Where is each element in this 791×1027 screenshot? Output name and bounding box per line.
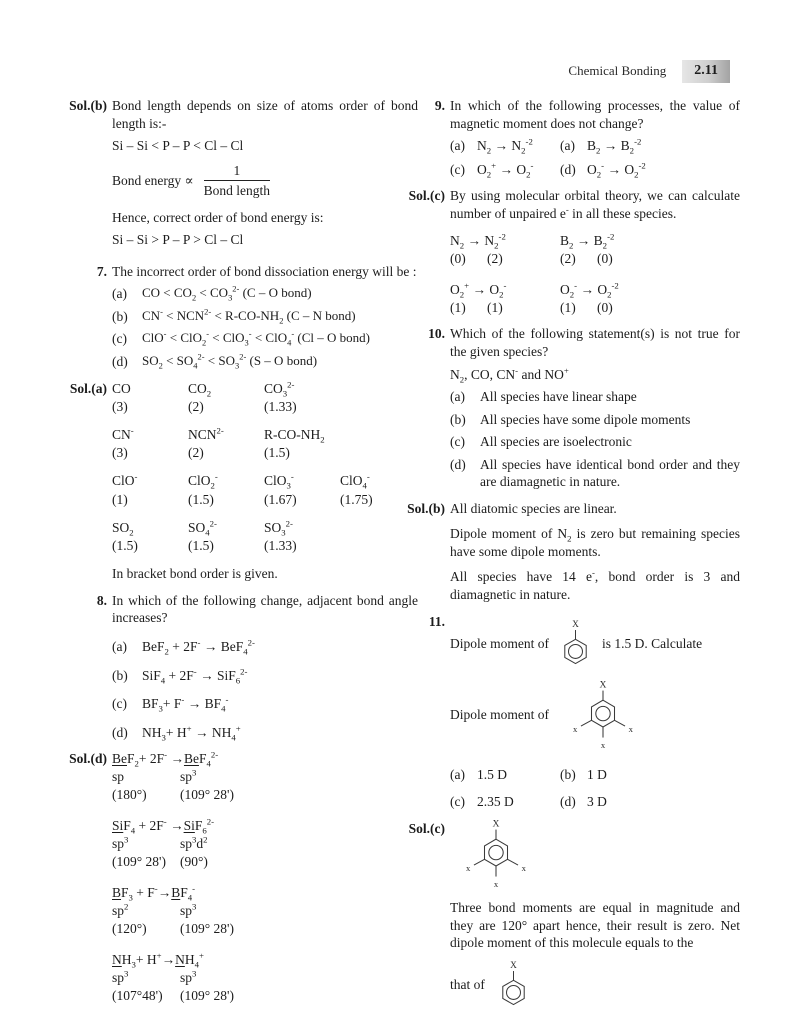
question-text: The incorrect order of bond dissociation energy will be :: [112, 263, 417, 279]
question-11: [406, 613, 740, 811]
option-row: (a) 1.5 D: [450, 766, 507, 782]
question-line-1: Dipole moment of X is 1.5 D. Calculate: [450, 617, 740, 671]
hybridization-row: $sp^3$ $sp^3d^2$: [112, 834, 208, 851]
fraction: [204, 162, 270, 200]
option-formula: BeF$_2$ + 2F- → BeF$_4^{2-}$: [142, 637, 255, 657]
svg-text:x: x: [466, 862, 471, 873]
unpaired-counts: (0) (2): [450, 250, 503, 266]
table-cell: ClO$_3$- (1.67): [264, 471, 297, 507]
bond-length-order: Si – Si < P – P < Cl – Cl: [112, 138, 244, 154]
question-text: In which of the following change, adjacent bond angle increases?: [112, 592, 418, 626]
table-cell: $SO_2$ (1.5): [112, 519, 138, 554]
page-number-badge: 2.11: [682, 60, 730, 83]
option-row: (a) $N_2 \to N_2^{-2}$: [450, 137, 560, 155]
svg-text:X: X: [572, 619, 579, 630]
option-label: (b): [112, 308, 128, 324]
option-row: (c) All species are isoelectronic: [450, 434, 632, 450]
option-row: (b) All species have some dipole moments: [450, 411, 691, 427]
question-number: 7.: [96, 263, 107, 279]
solution-b-block: [62, 97, 418, 254]
that-of-row: that of X: [450, 958, 740, 1012]
solution-c-dipole-block: [406, 820, 740, 1012]
option-row: [112, 724, 418, 742]
question-10: [406, 325, 740, 490]
table-cell: ClO$_2$- (1.5): [188, 471, 218, 507]
solution-text: Bond length depends on size of atoms order of bond length is:-: [112, 98, 418, 131]
option-formula: $O_2^- \to O_2^{-2}$: [587, 160, 646, 180]
angle-row: (109° 28') (90°): [112, 853, 208, 869]
table-cell: $CO_3^{2-}$ (1.33): [264, 379, 297, 414]
option-row: (c) 2.35 D: [450, 794, 514, 810]
hybridization-block: [112, 884, 418, 938]
table-row: [112, 519, 418, 555]
mo-pair: [450, 281, 560, 316]
option-formula: SiF$_4$ + 2F- → SiF$_6^{2-}$: [142, 666, 248, 686]
option-grid: [450, 766, 740, 811]
solution-structure: [450, 816, 740, 898]
option-formula: $N_2 \to N_2^{-2}$: [477, 136, 533, 156]
question-number: 10.: [428, 326, 445, 342]
solution-d-block: [62, 750, 418, 1018]
svg-text:X: X: [492, 818, 500, 830]
option-row: [112, 638, 418, 656]
table-cell: $R-CO-NH_2$ (1.5): [264, 427, 325, 461]
hybridization-block: [112, 817, 418, 871]
solution-text: All species have 14 e-, bond order is 3 and diamagnetic in nature.: [450, 567, 740, 603]
table-cell: ClO- (1): [112, 471, 138, 507]
solution-text: Dipole moment of $N_2$ is zero but remaining species have some dipole moments.: [450, 526, 740, 559]
page-header: [568, 60, 730, 83]
solution-label: Sol.(d): [69, 751, 107, 767]
unpaired-counts: (1) (1): [450, 299, 503, 315]
option-row: (a) $B_2 \to B_2^{-2}$: [560, 137, 740, 155]
solution-label: Sol.(b): [407, 500, 445, 516]
solution-c-mo-block: [406, 187, 740, 316]
option-row: (c) $O_2^+ \to O_2^-$: [450, 161, 560, 179]
solution-text: Three bond moments are equal in magnitude and they are 120° apart hence, their result is zero. Net dipole moment of this molecule equals to the: [450, 900, 740, 951]
fraction-denominator: Bond length: [203, 183, 271, 199]
option-label: (a): [112, 638, 127, 654]
option-row: [112, 308, 418, 326]
option-row: [112, 667, 418, 685]
question-7: [62, 263, 418, 371]
option-row: (a) All species have linear shape: [450, 389, 637, 405]
table-cell: CN- (3): [112, 425, 134, 461]
species-list: $N_2$, CO, CN- and NO+: [450, 365, 569, 385]
solution-text: Hence, correct order of bond energy is:: [112, 209, 324, 225]
hybridization-row: $sp^2$ $sp^3$: [112, 901, 197, 918]
mo-pair: [560, 281, 740, 316]
option-label: (d): [112, 354, 128, 370]
angle-row: (120°) (109° 28'): [112, 920, 234, 936]
table-row: [112, 472, 418, 508]
question-number: 11.: [428, 613, 445, 629]
mo-pair: [450, 232, 560, 267]
question-8: [62, 592, 418, 741]
equation: $O_2^+ \to O_2^-$: [450, 280, 507, 301]
option-formula: $NH_3+ H^+ \to NH_4^+$: [142, 723, 241, 743]
option-row: [112, 695, 418, 713]
solution-text: All diatomic species are linear.: [450, 500, 617, 516]
unpaired-counts: (1) (0): [560, 299, 613, 315]
unpaired-counts: (2) (0): [560, 250, 613, 266]
option-label: (b): [112, 667, 128, 683]
solution-label: Sol.(c): [408, 820, 445, 836]
option-label: (c): [112, 696, 127, 712]
table-cell: $CO_2$ (2): [188, 380, 212, 414]
hybridization-row: sp $sp^3$: [112, 767, 197, 784]
option-row: [112, 353, 418, 371]
bond-order-table: [112, 380, 418, 583]
hybridization-row: $sp^3$ $sp^3$: [112, 968, 197, 985]
equation: $O_2^- \to O_2^{-2}$: [560, 280, 619, 301]
option-formula: $O_2^+ \to O_2^-$: [477, 160, 534, 180]
solution-label: Sol.(a): [69, 380, 107, 396]
table-row: [112, 380, 418, 416]
option-row: (d) All species have identical bond order and they are diamagnetic in nature.: [450, 456, 740, 490]
option-formula: $SO_2 < SO_4^{2-} < SO_3^{2-}$ (S – O bond): [142, 351, 318, 371]
equation: SiF$_4$ + 2F- →SiF$_6^{2-}$: [112, 816, 215, 836]
hybridization-block: [112, 951, 418, 1005]
chapter-title: Chemical Bonding: [568, 63, 667, 79]
equation: $N_2 \to N_2^{-2}$: [450, 231, 506, 251]
svg-text:x: x: [573, 723, 578, 734]
option-row: [112, 330, 418, 348]
option-formula: $BF_3+ F^- \to BF_4^-$: [142, 694, 229, 714]
fraction-numerator: 1: [204, 162, 270, 182]
solution-text: By using molecular orbital theory, we can calculate number of unpaired e- in all these species.: [450, 188, 740, 221]
table-cell: $SO_3^{2-}$ (1.33): [264, 518, 297, 554]
option-formula: $CN^- < NCN^{2-} < R-CO-NH_2$ (C – N bond): [142, 306, 356, 326]
question-text: In which of the following processes, the value of magnetic moment does not change?: [450, 98, 740, 131]
option-label: (d): [112, 724, 128, 740]
table-cell: CO (3): [112, 380, 131, 414]
equation: $B_2 \to B_2^{-2}$: [560, 231, 615, 251]
solution-a-block: [62, 380, 418, 583]
angle-row: (180°) (109° 28'): [112, 786, 234, 802]
question-text: Which of the following statement(s) is not true for the given species?: [450, 326, 740, 360]
svg-text:x: x: [493, 878, 499, 889]
equation: BeF$_2$+ 2F- →BeF$_4^{2-}$: [112, 749, 219, 769]
bond-energy-formula: [112, 162, 418, 200]
column-right: [406, 97, 740, 1021]
svg-text:x: x: [600, 739, 606, 750]
mo-pair: [560, 232, 740, 267]
mo-electron-grid: [450, 232, 740, 316]
option-label: (c): [112, 331, 127, 347]
hybridization-block: [112, 750, 418, 804]
benzene-tetra-x-structure: [557, 677, 649, 754]
table-row: [112, 426, 418, 462]
svg-text:X: X: [599, 679, 607, 691]
angle-row: (107°48') (109° 28'): [112, 987, 234, 1003]
option-formula: $B_2 \to B_2^{-2}$: [587, 136, 642, 156]
benzene-mono-x-structure: [555, 617, 596, 671]
column-left: [62, 97, 418, 1027]
equation: $NH_3+ H^+\to NH_4^+$: [112, 950, 204, 970]
option-grid: [450, 137, 740, 178]
table-note: In bracket bond order is given.: [112, 566, 278, 582]
question-9: [406, 97, 740, 178]
benzene-mono-x-structure: [493, 958, 534, 1012]
solution-label: Sol.(b): [69, 98, 107, 113]
option-row: (d) $O_2^- \to O_2^{-2}$: [560, 161, 740, 179]
bond-energy-order: Si – Si > P – P > Cl – Cl: [112, 232, 244, 248]
benzene-tetra-x-structure: [450, 816, 542, 893]
solution-label: Sol.(c): [408, 188, 445, 204]
table-cell: ClO$_4$- (1.75): [340, 471, 373, 507]
svg-text:x: x: [521, 862, 526, 873]
svg-text:X: X: [510, 961, 517, 972]
table-cell: $SO_4^{2-}$ (1.5): [188, 518, 217, 554]
option-formula: CO < $CO_2 < CO_3^{2-}$ (C – O bond): [142, 284, 312, 303]
question-number: 9.: [434, 98, 445, 113]
equation: $BF_3 + F^-\to BF_4^-$: [112, 883, 196, 903]
svg-text:x: x: [628, 723, 633, 734]
option-formula: ClO- < ClO$_2$- < ClO$_3$- < ClO$_4$- (Cl – O bond): [142, 329, 370, 349]
option-row: (d) 3 D: [560, 794, 607, 810]
option-row: (b) 1 D: [560, 766, 607, 782]
solution-b-diatomic-block: [406, 500, 740, 604]
option-label: (a): [112, 286, 127, 302]
formula-prefix: Bond energy ∝: [112, 172, 194, 188]
question-number: 8.: [96, 592, 107, 608]
option-row: [112, 285, 418, 303]
question-line-2: Dipole moment of X x x x: [450, 677, 740, 754]
table-cell: $NCN^{2-}$ (2): [188, 425, 224, 461]
